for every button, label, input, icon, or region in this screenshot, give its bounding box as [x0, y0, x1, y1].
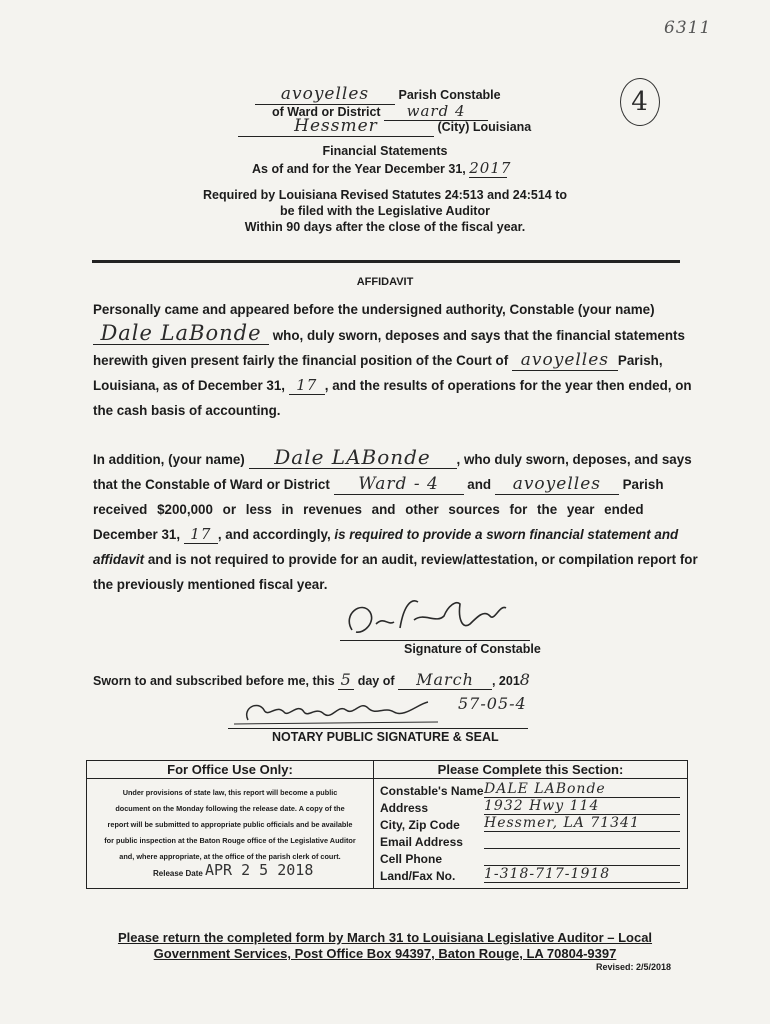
- affidavit-paragraph-1: [93, 297, 692, 423]
- office-field-row: [374, 866, 687, 883]
- complete-section-title: Please Complete this Section:: [374, 761, 687, 779]
- sworn-mid: day of: [357, 674, 395, 688]
- parish-label: Parish Constable: [398, 88, 501, 102]
- city-handwritten: Hessmer: [238, 116, 434, 137]
- sworn-pre: Sworn to and subscribed before me, this: [93, 674, 335, 688]
- p2-line4: [93, 522, 683, 547]
- office-field-row: [374, 798, 687, 815]
- return-line-2: Government Services, Post Office Box 94397, Baton Rouge, LA 70804-9397: [153, 946, 617, 961]
- constable-signature-scribble: [340, 594, 530, 640]
- p2-line5-rest: and is not required to provide for an audit, review/attestation, or compilation report for: [147, 552, 698, 567]
- p1-line3-pre: herewith given present fairly the financial position of the Court of: [93, 353, 509, 368]
- p1-year-handwritten: 17: [289, 376, 325, 395]
- fs-title: Financial Statements: [322, 144, 448, 158]
- p2-name-handwritten: Dale LABonde: [249, 446, 457, 469]
- sworn-year-pre: , 201: [491, 674, 520, 688]
- office-field-label: Constable's Name: [380, 784, 484, 798]
- office-field-value: [484, 832, 680, 849]
- ward-handwritten: ward 4: [384, 102, 488, 121]
- sworn-year-handwritten: 8: [519, 670, 531, 689]
- office-box: [86, 760, 688, 889]
- office-use-text-2: document on the Monday following the release date. A copy of the: [115, 804, 345, 813]
- p2-line1-pre: In addition, (your name): [93, 452, 245, 467]
- notary-label: NOTARY PUBLIC SIGNATURE & SEAL: [272, 730, 499, 744]
- complete-section-fields: [374, 779, 687, 883]
- constable-signature-area: [340, 594, 530, 641]
- p1-line4-post: , and the results of operations for the year then ended, on: [324, 378, 692, 393]
- circled-number-text: 4: [631, 87, 649, 117]
- p1-line3: [93, 348, 683, 373]
- p2-ward-handwritten: Ward - 4: [334, 474, 464, 495]
- p2-line5-italic: affidavit: [93, 552, 145, 567]
- revised-date: Revised: 2/5/2018: [596, 962, 672, 972]
- p2-line2-pre: that the Constable of Ward or District: [93, 477, 330, 492]
- p1-line4: [93, 373, 692, 398]
- office-field-value: [484, 849, 680, 866]
- p2-year-handwritten: 17: [184, 525, 218, 544]
- office-field-label: Cell Phone: [380, 852, 443, 866]
- corner-number: 6311: [664, 18, 712, 38]
- parish-name-handwritten: avoyelles: [255, 84, 395, 105]
- p2-line2-mid: and: [467, 477, 492, 492]
- fs-year-line: [252, 159, 552, 178]
- p2-line2: [93, 472, 683, 497]
- office-field-value: DALE LABonde: [484, 781, 680, 798]
- p2-line4-pre: December 31,: [93, 527, 181, 542]
- header-city-line: [238, 116, 538, 137]
- p1-line1: Personally came and appeared before the undersigned authority, Constable (your name): [93, 302, 655, 317]
- office-field-value: Hessmer, LA 71341: [484, 815, 680, 832]
- p2-line6: the previously mentioned fiscal year.: [93, 577, 328, 592]
- p2-line1-post: , who duly sworn, deposes, and says: [456, 452, 692, 467]
- complete-section: [374, 761, 687, 888]
- p2-line1: [93, 445, 692, 472]
- office-field-label: Email Address: [380, 835, 463, 849]
- office-use-text-5: and, where appropriate, at the office of the parish clerk of court.: [119, 852, 341, 861]
- p2-line5: [93, 547, 698, 572]
- sworn-month-handwritten: March: [398, 670, 492, 690]
- office-field-label: City, Zip Code: [380, 818, 460, 832]
- p1-line2: [93, 322, 683, 348]
- office-use-text-4: for public inspection at the Baton Rouge office of the Legislative Auditor: [104, 836, 356, 845]
- office-use-text-1: Under provisions of state law, this report will become a public: [122, 788, 338, 797]
- signature-label: Signature of Constable: [404, 642, 541, 656]
- p1-name-handwritten: Dale LaBonde: [93, 322, 269, 345]
- p2-line2-post: Parish: [622, 477, 664, 492]
- affidavit-paragraph-2: [93, 445, 698, 597]
- return-line-1: Please return the completed form by March 31 to Louisiana Legislative Auditor – Local: [117, 930, 653, 945]
- p1-line2-text: who, duly sworn, deposes and says that the financial statements: [272, 328, 685, 343]
- notary-id-handwritten: 57-05-4: [458, 694, 527, 713]
- office-use-title: For Office Use Only:: [87, 761, 373, 779]
- release-date-stamp: APR 2 5 2018: [205, 861, 314, 879]
- city-label: (City) Louisiana: [437, 120, 532, 134]
- header-divider: [92, 260, 680, 263]
- requirement-line-3: Within 90 days after the close of the fiscal year.: [244, 220, 526, 234]
- p1-line3-post: Parish,: [617, 353, 663, 368]
- notary-signature-scribble: [228, 694, 458, 728]
- ward-label: of Ward or District: [272, 105, 381, 119]
- office-field-value: 1-318-717-1918: [484, 866, 680, 883]
- office-use-text: [87, 785, 373, 865]
- p2-line4-italic: is required to provide a sworn financial statement and: [334, 527, 679, 542]
- fs-year-handwritten: 2017: [469, 159, 512, 177]
- sworn-day-handwritten: 5: [338, 670, 354, 690]
- p1-line5: the cash basis of accounting.: [93, 403, 281, 418]
- office-field-row: [374, 849, 687, 866]
- office-field-row: [374, 781, 687, 798]
- office-use-text-3: report will be submitted to appropriate public officials and be available: [107, 820, 353, 829]
- office-field-value: 1932 Hwy 114: [484, 798, 680, 815]
- circled-number: [620, 78, 660, 126]
- p1-parish-handwritten: avoyelles: [512, 350, 618, 371]
- office-field-label: Land/Fax No.: [380, 869, 456, 883]
- office-field-row: [374, 832, 687, 849]
- p2-parish-handwritten: avoyelles: [495, 474, 619, 495]
- p1-line4-pre: Louisiana, as of December 31,: [93, 378, 286, 393]
- release-date-label: Release Date: [153, 869, 203, 878]
- requirement-line-2: be filed with the Legislative Auditor: [280, 204, 490, 218]
- office-field-row: [374, 815, 687, 832]
- sworn-line: [93, 670, 653, 690]
- fs-year-label: As of and for the Year December 31,: [252, 162, 466, 176]
- p2-line4-mid: , and accordingly,: [217, 527, 331, 542]
- requirement-line-1: Required by Louisiana Revised Statutes 24:513 and 24:514 to: [202, 188, 567, 202]
- office-use-section: [87, 761, 374, 888]
- p2-line3: received $200,000 or less in revenues and other sources for the year ended: [93, 502, 644, 517]
- office-field-label: Address: [380, 801, 429, 815]
- affidavit-title: AFFIDAVIT: [356, 276, 414, 288]
